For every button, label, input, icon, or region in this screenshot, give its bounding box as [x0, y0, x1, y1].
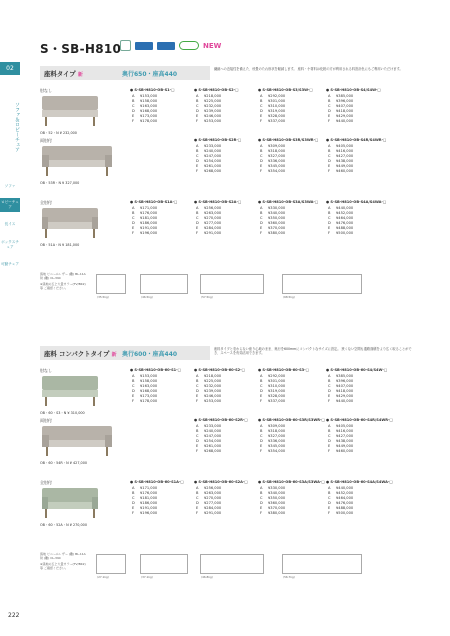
price-row: F ¥253,000 [196, 398, 222, 403]
price-row: F ¥440,000 [328, 118, 354, 123]
product-code: ● S-SB-H810-OB-S2R-□ [194, 138, 242, 142]
price-row: F ¥440,000 [328, 398, 354, 403]
price-row: D ¥418,000 [328, 108, 354, 113]
price-row: A ¥309,000 [260, 424, 286, 428]
row-label: 全肘付 [40, 200, 52, 205]
fabric-note [40, 272, 88, 290]
certification-logos [120, 40, 221, 51]
price-row: D ¥418,000 [328, 388, 354, 393]
price-row: A ¥171,000 [132, 206, 158, 210]
price-row: B ¥176,000 [132, 210, 158, 215]
price-list [132, 486, 192, 515]
price-row: B ¥240,000 [196, 148, 222, 153]
eco-mark-icon [179, 41, 199, 50]
price-list [196, 206, 256, 235]
price-row: C ¥327,000 [260, 153, 286, 158]
section-title: 座料 コンパクトタイプ 新 [44, 350, 117, 358]
row-label: 肘なし [40, 88, 52, 93]
price-row: B ¥263,000 [196, 490, 222, 495]
section-band [40, 66, 210, 80]
price-list [328, 206, 388, 235]
sofa-image [42, 488, 98, 518]
price-row: C ¥247,000 [196, 433, 222, 438]
price-row: F ¥196,000 [132, 510, 158, 515]
price-row: E ¥488,000 [328, 505, 354, 510]
price-row: E ¥449,000 [328, 163, 354, 168]
price-row: E ¥345,000 [260, 163, 286, 168]
price-row: A ¥218,000 [196, 94, 222, 98]
sofa-image [42, 376, 98, 406]
price-row: C ¥270,000 [196, 495, 222, 500]
price-list [260, 374, 320, 403]
price-row: E ¥173,000 [132, 393, 158, 398]
price-row: D ¥239,000 [196, 388, 222, 393]
price-row: E ¥345,000 [260, 443, 286, 448]
new-badge: 新 [111, 352, 117, 358]
price-list [132, 206, 192, 235]
dimension-drawing [282, 554, 362, 579]
price-row: E ¥370,000 [260, 505, 286, 510]
price-row: A ¥256,000 [196, 486, 222, 490]
price-row: C ¥310,000 [260, 103, 286, 108]
price-row: B ¥416,000 [328, 428, 354, 433]
model-caption: OB・51A・N ¥ 181,000 [40, 243, 80, 247]
price-row: E ¥261,000 [196, 163, 222, 168]
price-row: C ¥232,000 [196, 383, 222, 388]
price-row: F ¥460,000 [328, 448, 354, 453]
fabric-note-text: ※張地の五と大量カラー(TV/BK2) 等 ご確認ください。 [40, 282, 86, 290]
price-row: C ¥181,000 [132, 495, 158, 500]
price-list [328, 424, 388, 453]
price-row: E ¥449,000 [328, 443, 354, 448]
price-row: B ¥240,000 [196, 428, 222, 433]
price-row: D ¥239,000 [196, 108, 222, 113]
price-row: D ¥277,000 [196, 500, 222, 505]
product-code: ● S-SB-H810-OB-S2A-□ [194, 200, 242, 204]
price-row: C ¥464,000 [328, 495, 354, 500]
price-row: A ¥385,000 [328, 94, 354, 98]
model-caption: OB・52・N ¥ 232,000 [40, 131, 77, 135]
section-title: 座料タイプ 新 [44, 70, 83, 78]
price-row: F ¥354,000 [260, 448, 286, 453]
fabric-note-text: 張地 ビニールレザー (難) BL-11A 肘 (難) CL-39C [40, 272, 86, 280]
product-code: ● S-SB-H810-OB-60-S3A/S3WA-□ [258, 480, 325, 484]
price-row: D ¥186,000 [132, 220, 158, 225]
price-row: B ¥301,000 [260, 98, 286, 103]
model-caption: OB・60・S3・N ¥ 310,000 [40, 411, 85, 415]
price-row: E ¥284,000 [196, 225, 222, 230]
price-row: A ¥153,000 [132, 94, 158, 98]
row-label: 両肘付 [40, 418, 52, 423]
dimension-drawing [200, 554, 264, 579]
price-row: E ¥191,000 [132, 505, 158, 510]
price-list [260, 424, 320, 453]
price-row: B ¥225,000 [196, 98, 222, 103]
price-row: E ¥246,000 [196, 393, 222, 398]
price-list [196, 144, 256, 173]
price-row: D ¥254,000 [196, 438, 222, 443]
weight-label: (68.5kg) [283, 295, 295, 299]
section-note: 繊細への近接性を備えた、枕畳のたれ形状を軽減します。 座料・小背料は化粧の方が利用される料設計色にもご利用いただけます。 [214, 67, 403, 71]
fabric-note [40, 552, 88, 570]
product-code: ● S-SB-H810-OB-S4A/S4WA-□ [326, 200, 387, 204]
price-row: F ¥178,000 [132, 118, 158, 123]
new-tag: NEW [203, 41, 222, 50]
price-row: D ¥438,000 [328, 158, 354, 163]
product-code: ● S-SB-H810-OB-S4/S4W-□ [326, 88, 381, 92]
price-row: E ¥429,000 [328, 113, 354, 118]
price-row: D ¥277,000 [196, 220, 222, 225]
price-list [260, 94, 320, 123]
model-caption: OB・53R・N ¥ 327,000 [40, 181, 80, 185]
product-code: ● S-SB-H810-OB-60-S3-□ [258, 368, 310, 372]
page-number: 222 [8, 612, 20, 619]
price-row: F ¥337,000 [260, 118, 286, 123]
price-row: C ¥163,000 [132, 383, 158, 388]
price-list [260, 486, 320, 515]
dimension-drawing [96, 274, 126, 299]
price-row: B ¥416,000 [328, 148, 354, 153]
price-row: C ¥427,000 [328, 153, 354, 158]
price-row: B ¥301,000 [260, 378, 286, 383]
product-code: ● S-SB-H810-OB-S3A/S3WA-□ [258, 200, 319, 204]
section-note: 座料タイプと変わらない座り心地のまま、奥行を600mmにコンパクトなサイズに設定。 狭くない空間も通路面積をより広く取ることができ、スペースを有効活用できます。 [214, 347, 412, 356]
product-code: ● S-SB-H810-OB-60-S1A-□ [130, 480, 184, 484]
certified-icon [120, 40, 131, 51]
model-caption: OB・60・52A・N ¥ 270,000 [40, 523, 87, 527]
sidebar-item-bench[interactable]: 長イス [4, 222, 16, 226]
sidebar-item-box-chair[interactable]: ボックスチェア [1, 240, 19, 249]
fabric-note-text: 張地 ビニールレザー (難) BL-11A 肘 (難) CL-39C [40, 552, 86, 560]
price-list [260, 144, 320, 173]
sidebar-tab-number[interactable]: 02 [0, 62, 20, 74]
price-row: A ¥330,000 [260, 486, 286, 490]
price-row: A ¥292,000 [260, 94, 286, 98]
price-row: D ¥336,000 [260, 158, 286, 163]
price-list [196, 94, 256, 123]
price-row: E ¥246,000 [196, 113, 222, 118]
price-row: B ¥396,000 [328, 98, 354, 103]
product-code: ● S-SB-H810-OB-S4R/S4WR-□ [326, 138, 387, 142]
sidebar-item-sofa-lobby[interactable]: ソファ＆ロビーチェア [14, 102, 20, 152]
price-row: B ¥263,000 [196, 210, 222, 215]
price-row: B ¥158,000 [132, 378, 158, 383]
price-row: A ¥440,000 [328, 206, 354, 210]
price-row: A ¥233,000 [196, 144, 222, 148]
price-row: E ¥429,000 [328, 393, 354, 398]
sidebar-item-lobby-chair[interactable]: ロビーチェア [0, 198, 20, 212]
product-code: ● S-SB-H810-OB-S1-□ [130, 88, 175, 92]
price-row: E ¥284,000 [196, 505, 222, 510]
section-subtitle: 奥行650・座高440 [122, 71, 178, 78]
price-row: D ¥360,000 [260, 220, 286, 225]
sofa-image [42, 208, 98, 238]
price-row: D ¥336,000 [260, 438, 286, 443]
price-row: A ¥405,000 [328, 144, 354, 148]
price-row: A ¥171,000 [132, 486, 158, 490]
weight-label: (46.5kg) [141, 295, 153, 299]
price-row: C ¥247,000 [196, 153, 222, 158]
price-row: F ¥500,000 [328, 230, 354, 235]
sofa-image [42, 96, 98, 126]
siaa-icon [135, 42, 153, 50]
price-row: A ¥440,000 [328, 486, 354, 490]
section-subtitle: 奥行600・座高440 [122, 351, 178, 358]
price-row: F ¥196,000 [132, 230, 158, 235]
siaa-icon [157, 42, 175, 50]
product-code: ● S-SB-H810-OB-60-S4A/S4WA-□ [326, 480, 393, 484]
price-row: C ¥181,000 [132, 215, 158, 220]
price-row: C ¥464,000 [328, 215, 354, 220]
price-row: A ¥330,000 [260, 206, 286, 210]
price-row: B ¥452,000 [328, 490, 354, 495]
price-row: F ¥178,000 [132, 398, 158, 403]
price-row: D ¥168,000 [132, 388, 158, 393]
price-row: B ¥318,000 [260, 148, 286, 153]
product-code: ● S-SB-H810-OB-S3/S3W-□ [258, 88, 313, 92]
price-row: F ¥460,000 [328, 168, 354, 173]
price-row: C ¥310,000 [260, 383, 286, 388]
price-row: A ¥233,000 [196, 424, 222, 428]
price-row: D ¥476,000 [328, 220, 354, 225]
price-row: A ¥405,000 [328, 424, 354, 428]
product-code: ● S-SB-H810-OB-S2-□ [194, 88, 239, 92]
section-band [40, 346, 210, 360]
page-title: S・SB-H810 [40, 42, 122, 56]
price-row: F ¥354,000 [260, 168, 286, 173]
price-row: A ¥218,000 [196, 374, 222, 378]
price-row: F ¥268,000 [196, 168, 222, 173]
price-row: F ¥253,000 [196, 118, 222, 123]
price-row: B ¥158,000 [132, 98, 158, 103]
weight-label: (56.7kg) [283, 575, 295, 579]
price-row: B ¥176,000 [132, 490, 158, 495]
price-row: A ¥292,000 [260, 374, 286, 378]
price-list [328, 374, 388, 403]
price-row: C ¥163,000 [132, 103, 158, 108]
weight-label: (35.5kg) [97, 295, 109, 299]
sidebar-item-mobile-chair[interactable]: 可動チェア [1, 262, 19, 266]
price-row: E ¥173,000 [132, 113, 158, 118]
price-row: B ¥225,000 [196, 378, 222, 383]
sofa-image [42, 146, 112, 176]
dimension-drawing [140, 554, 188, 579]
price-row: C ¥427,000 [328, 433, 354, 438]
price-list [196, 374, 256, 403]
product-code: ● S-SB-H810-OB-S3R/S3WR-□ [258, 138, 319, 142]
price-list [132, 94, 192, 123]
dimension-drawing [96, 554, 126, 579]
price-row: A ¥256,000 [196, 206, 222, 210]
price-list [196, 424, 256, 453]
product-code: ● S-SB-H810-OB-60-S4/S4W-□ [326, 368, 388, 372]
row-label: 肘なし [40, 368, 52, 373]
model-caption: OB・60・54R・N ¥ 427,000 [40, 461, 88, 465]
price-row: A ¥309,000 [260, 144, 286, 148]
price-row: D ¥319,000 [260, 108, 286, 113]
price-row: D ¥476,000 [328, 500, 354, 505]
price-row: E ¥328,000 [260, 113, 286, 118]
price-row: A ¥153,000 [132, 374, 158, 378]
product-code: ● S-SB-H810-OB-60-S4R/S4WR-□ [326, 418, 393, 422]
price-row: A ¥385,000 [328, 374, 354, 378]
price-row: F ¥380,000 [260, 510, 286, 515]
price-row: F ¥291,000 [196, 230, 222, 235]
new-badge: 新 [77, 72, 83, 78]
product-code: ● S-SB-H810-OB-60-S1-□ [130, 368, 182, 372]
price-row: D ¥168,000 [132, 108, 158, 113]
price-row: B ¥452,000 [328, 210, 354, 215]
price-row: B ¥340,000 [260, 210, 286, 215]
price-row: C ¥407,000 [328, 383, 354, 388]
price-list [196, 486, 256, 515]
price-row: E ¥328,000 [260, 393, 286, 398]
sidebar-item-sofa[interactable]: ソファ [4, 184, 16, 188]
weight-label: (27.1kg) [97, 575, 109, 579]
row-label: 全肘付 [40, 480, 52, 485]
dimension-drawing [140, 274, 188, 299]
price-row: D ¥254,000 [196, 158, 222, 163]
sofa-image [42, 426, 112, 456]
price-row: D ¥186,000 [132, 500, 158, 505]
price-row: E ¥488,000 [328, 225, 354, 230]
price-row: F ¥337,000 [260, 398, 286, 403]
product-code: ● S-SB-H810-OB-60-S2A-□ [194, 480, 248, 484]
price-row: B ¥340,000 [260, 490, 286, 495]
price-row: C ¥350,000 [260, 495, 286, 500]
price-list [328, 144, 388, 173]
weight-label: (46.8kg) [201, 575, 213, 579]
weight-label: (57.5kg) [201, 295, 213, 299]
fabric-note-text: ※張地の五と大量カラー(TV/BK2) 等 ご確認ください。 [40, 562, 86, 570]
price-row: C ¥270,000 [196, 215, 222, 220]
price-row: F ¥380,000 [260, 230, 286, 235]
price-row: E ¥261,000 [196, 443, 222, 448]
price-row: C ¥407,000 [328, 103, 354, 108]
price-list [328, 486, 388, 515]
price-row: F ¥291,000 [196, 510, 222, 515]
dimension-drawing [200, 274, 264, 299]
price-row: B ¥318,000 [260, 428, 286, 433]
price-row: F ¥500,000 [328, 510, 354, 515]
price-row: C ¥232,000 [196, 103, 222, 108]
product-code: ● S-SB-H810-OB-60-S2-□ [194, 368, 246, 372]
price-row: D ¥319,000 [260, 388, 286, 393]
row-label: 両肘付 [40, 138, 52, 143]
price-row: B ¥396,000 [328, 378, 354, 383]
weight-label: (37.1kg) [141, 575, 153, 579]
price-row: C ¥327,000 [260, 433, 286, 438]
price-list [328, 94, 388, 123]
price-list [260, 206, 320, 235]
product-code: ● S-SB-H810-OB-60-S3R/S3WR-□ [258, 418, 325, 422]
dimension-drawing [282, 274, 362, 299]
price-row: E ¥191,000 [132, 225, 158, 230]
price-row: E ¥370,000 [260, 225, 286, 230]
price-row: C ¥350,000 [260, 215, 286, 220]
price-row: D ¥438,000 [328, 438, 354, 443]
product-code: ● S-SB-H810-OB-60-S2R-□ [194, 418, 248, 422]
price-list [132, 374, 192, 403]
sidebar-divider [0, 74, 20, 75]
price-row: D ¥360,000 [260, 500, 286, 505]
product-code: ● S-SB-H810-OB-S1A-□ [130, 200, 178, 204]
price-row: F ¥268,000 [196, 448, 222, 453]
